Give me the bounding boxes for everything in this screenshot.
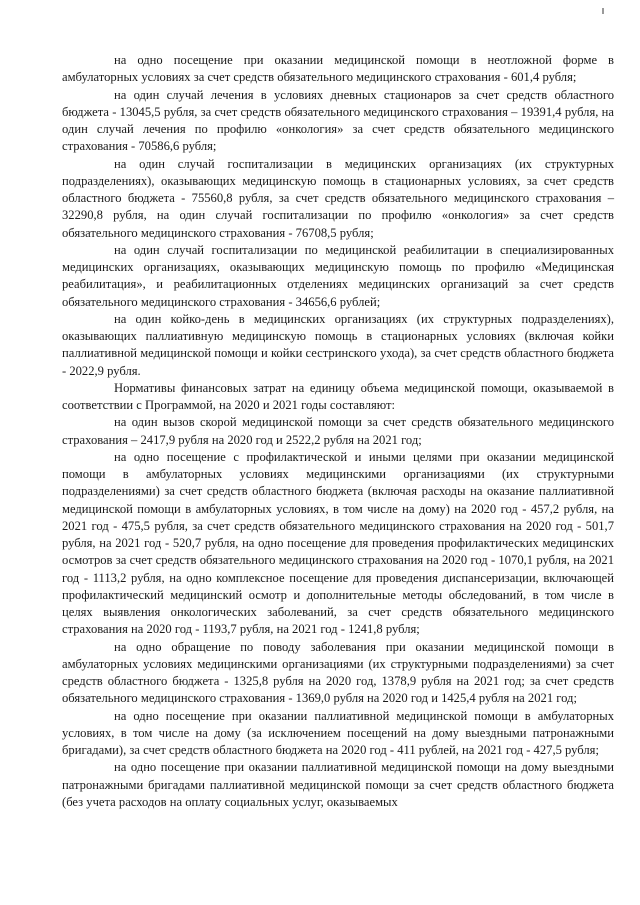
paragraph-disease-appeal: на одно обращение по поводу заболевания при оказании медицинской помощи в амбулаторных условиях медицинскими организациями (их структурными подразделениями) за счет средств областного бюджета - 1325,8 рубля на 2020 год, 1378,9 рубля на 2021 год; за счет средств обязательного медицинского страхования - 1369,0 рубля на 2020 год и 1425,4 рубля на 2021 год; xyxy=(62,639,614,706)
paragraph-bed-day: на один койко-день в медицинских организациях (их структурных подразделениях), оказывающих паллиативную медицинскую помощь в стационарных условиях (включая койки паллиативной медицинской помощи и койки сестринского ухода), за счет средств областного бюджета - 2022,9 рубля. xyxy=(62,311,614,378)
paragraph-ambulance-call: на один вызов скорой медицинской помощи за счет средств обязательного медицинского страхования – 2417,9 рубля на 2020 год и 2522,2 рубля на 2021 год; xyxy=(62,415,614,447)
paragraph-palliative-home-teams: на одно посещение при оказании паллиативной медицинской помощи на дому выездными патронажными бригадами паллиативной медицинской помощи за счет средств областного бюджета (без учета расходов на оплату социальных услуг, оказываемых xyxy=(62,760,614,809)
paragraph-hospitalization: на один случай госпитализации в медицинских организациях (их структурных подразделениях), оказывающих медицинскую помощь в стационарных условиях, за счет средств областного бюджета - 75560,8 рубля, за счет средств обязательного медицинского страхования – 32290,8 рубля, на один случай госпитализации по профилю «онкология» за счет средств обязательного медицинского страхования - 76708,5 рубля; xyxy=(62,156,614,240)
paragraph-palliative-outpatient: на одно посещение при оказании паллиативной медицинской помощи в амбулаторных условиях, в том числе на дому (за исключением посещений на дому выездными патронажными бригадами), за счет средств областного бюджета на 2020 год - 411 рублей, на 2021 год - 427,5 рубля; xyxy=(62,708,614,757)
paragraph-day-hospital: на один случай лечения в условиях дневных стационаров за счет средств областного бюджета - 13045,5 рубля, за счет средств обязательного медицинского страхования – 19391,4 рубля, на один случай лечения по профилю «онкология» за счет средств обязательного медицинского страхования - 70586,6 рубля; xyxy=(62,87,614,154)
paragraph-rehabilitation: на один случай госпитализации по медицинской реабилитации в специализированных медицинских организациях, оказывающих медицинскую помощь по профилю «Медицинская реабилитация», и реабилитационных отделениях медицинских организаций за счет средств обязательного медицинского страхования - 34656,6 рублей; xyxy=(62,242,614,309)
paragraph-preventive-visit: на одно посещение с профилактической и иными целями при оказании медицинской помощи в амбулаторных условиях медицинскими организациями (их структурными подразделениями) за счет средств областного бюджета (включая расходы на оказание паллиативной медицинской помощи в амбулаторных условиях, в том числе на дому) на 2020 год - 457,2 рубля, на 2021 год - 475,5 рубля, за счет средств обязательного медицинского страхования на 2020 год - 501,7 рубля, на 2021 год - 520,7 рубля, на одно посещение для проведения профилактических медицинских осмотров за счет средств обязательного медицинского страхования на 2020 год - 1070,1 рубля, на 2021 год - 1113,2 рубля, на одно комплексное посещение для проведения диспансеризации, включающей профилактический медицинский осмотр и дополнительные методы обследований, в том числе в целях выявления онкологических заболеваний, за счет средств обязательного медицинского страхования на 2020 год - 1193,7 рубля, на 2021 год - 1241,8 рубля; xyxy=(62,449,614,637)
paragraph-financial-norms-intro: Нормативы финансовых затрат на единицу объема медицинской помощи, оказываемой в соответствии с Программой, на 2020 и 2021 годы составляют: xyxy=(62,380,614,412)
scan-artifact xyxy=(602,8,604,14)
paragraph-emergency-outpatient: на одно посещение при оказании медицинской помощи в неотложной форме в амбулаторных условиях за счет средств обязательного медицинского страхования - 601,4 рубля; xyxy=(62,53,614,85)
